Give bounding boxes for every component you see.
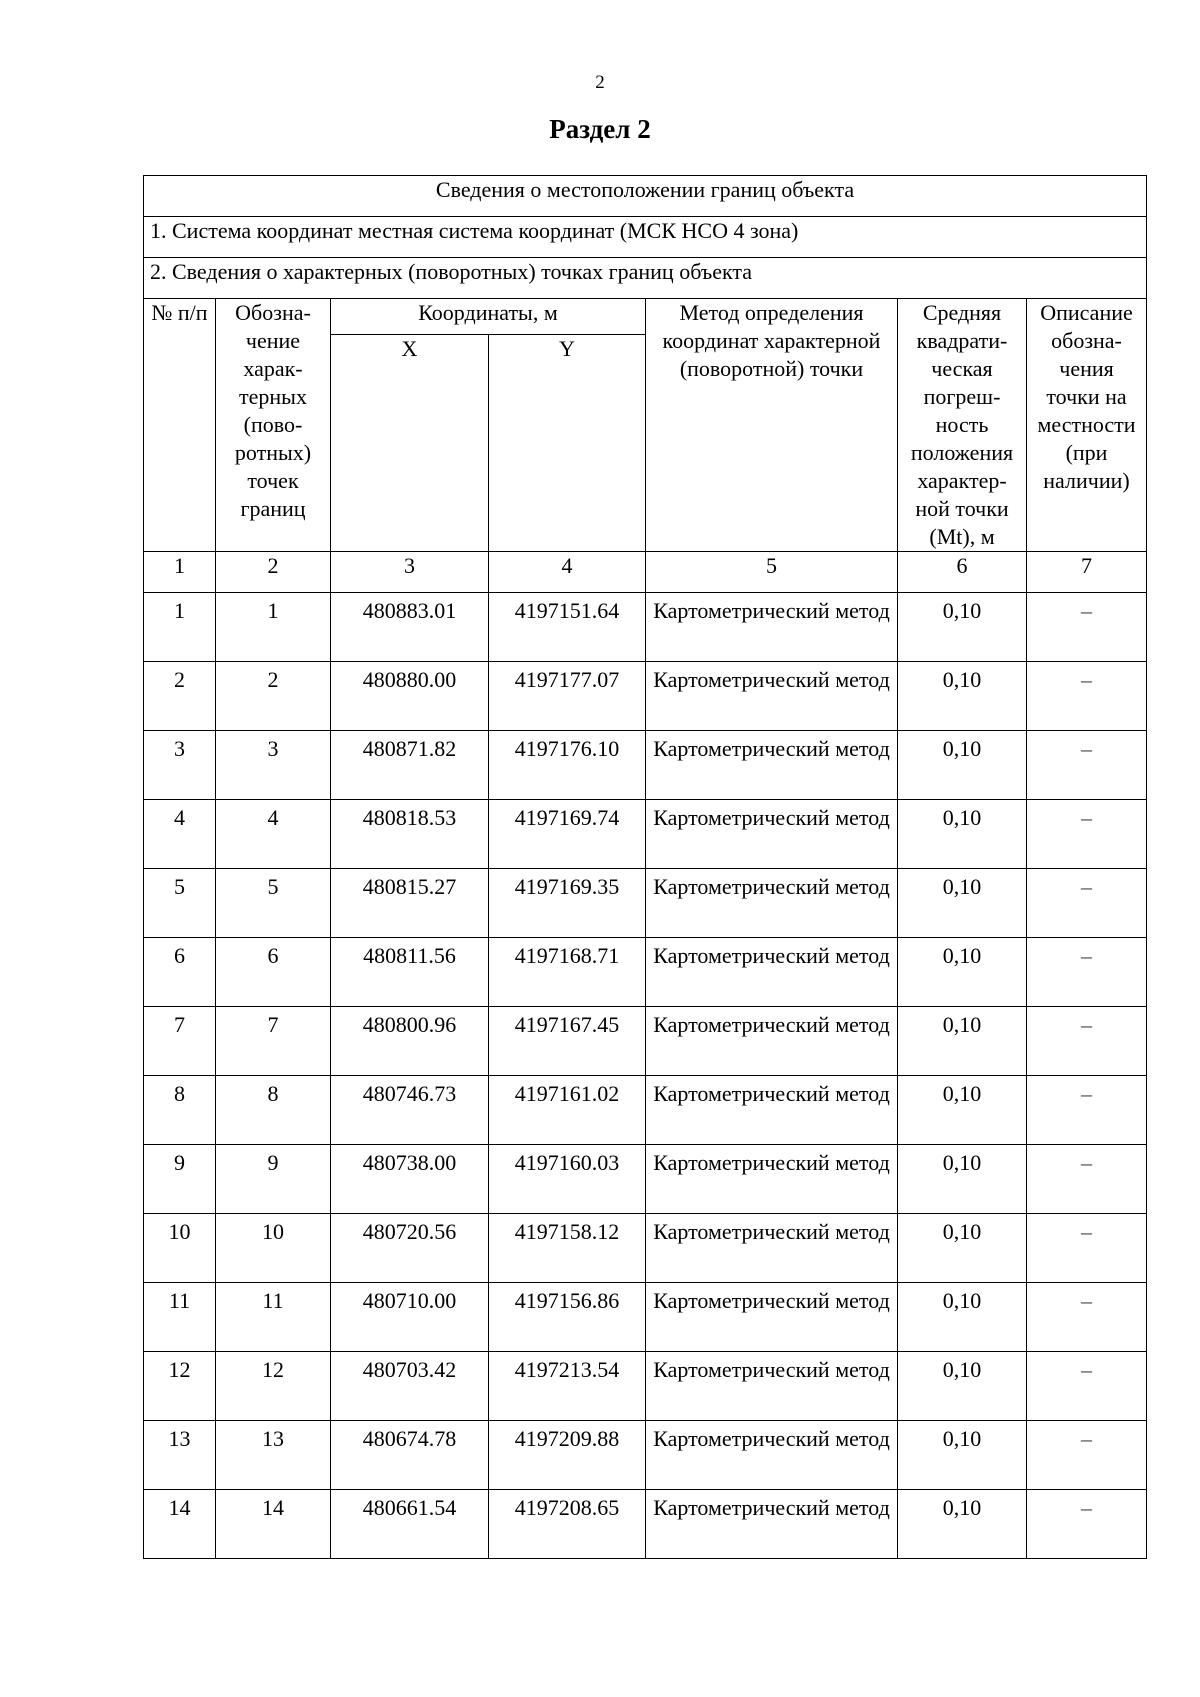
cell-num: 12 <box>144 1352 216 1421</box>
cell-method: Картометрический метод <box>646 938 898 1007</box>
cell-description: – <box>1027 1283 1147 1352</box>
cell-y: 4197160.03 <box>489 1145 646 1214</box>
cell-description: – <box>1027 1421 1147 1490</box>
cell-x: 480811.56 <box>331 938 489 1007</box>
cell-method: Картометрический метод <box>646 1214 898 1283</box>
cell-method: Картометрический метод <box>646 869 898 938</box>
cell-method: Картометрический метод <box>646 1352 898 1421</box>
table-row <box>144 1352 1147 1421</box>
cell-x: 480738.00 <box>331 1145 489 1214</box>
cell-designation: 3 <box>216 731 331 800</box>
column-number: 5 <box>646 552 898 593</box>
cell-num: 5 <box>144 869 216 938</box>
cell-method: Картометрический метод <box>646 731 898 800</box>
points-heading-row: 2. Сведения о характерных (поворотных) точках границ объекта <box>144 258 1147 299</box>
section-title: Раздел 2 <box>549 114 651 144</box>
cell-error: 0,10 <box>898 1214 1027 1283</box>
cell-x: 480880.00 <box>331 662 489 731</box>
cell-method: Картометрический метод <box>646 1145 898 1214</box>
page-number: 2 <box>595 72 605 93</box>
header-x: X <box>331 334 489 551</box>
cell-x: 480674.78 <box>331 1421 489 1490</box>
cell-y: 4197209.88 <box>489 1421 646 1490</box>
cell-description: – <box>1027 731 1147 800</box>
cell-y: 4197151.64 <box>489 593 646 662</box>
cell-description: – <box>1027 662 1147 731</box>
cell-error: 0,10 <box>898 1352 1027 1421</box>
cell-num: 6 <box>144 938 216 1007</box>
cell-designation: 10 <box>216 1214 331 1283</box>
cell-error: 0,10 <box>898 1007 1027 1076</box>
column-number: 7 <box>1027 552 1147 593</box>
cell-num: 8 <box>144 1076 216 1145</box>
cell-y: 4197158.12 <box>489 1214 646 1283</box>
cell-error: 0,10 <box>898 593 1027 662</box>
cell-designation: 9 <box>216 1145 331 1214</box>
cell-num: 2 <box>144 662 216 731</box>
column-number: 1 <box>144 552 216 593</box>
cell-designation: 8 <box>216 1076 331 1145</box>
table-row <box>144 938 1147 1007</box>
cell-y: 4197156.86 <box>489 1283 646 1352</box>
cell-designation: 6 <box>216 938 331 1007</box>
cell-y: 4197176.10 <box>489 731 646 800</box>
cell-num: 1 <box>144 593 216 662</box>
cell-error: 0,10 <box>898 1283 1027 1352</box>
header-error: Средняя квадрати-ческая погреш-ность положения характер-ной точки (Mt), м <box>898 299 1027 552</box>
cell-y: 4197161.02 <box>489 1076 646 1145</box>
cell-error: 0,10 <box>898 869 1027 938</box>
cell-method: Картометрический метод <box>646 800 898 869</box>
table-row <box>144 1490 1147 1559</box>
column-number: 4 <box>489 552 646 593</box>
cell-x: 480818.53 <box>331 800 489 869</box>
cell-x: 480661.54 <box>331 1490 489 1559</box>
cell-description: – <box>1027 800 1147 869</box>
cell-error: 0,10 <box>898 1145 1027 1214</box>
coord-system-row: 1. Система координат местная система координат (МСК НСО 4 зона) <box>144 217 1147 258</box>
cell-error: 0,10 <box>898 731 1027 800</box>
cell-y: 4197167.45 <box>489 1007 646 1076</box>
cell-error: 0,10 <box>898 938 1027 1007</box>
table-row <box>144 1283 1147 1352</box>
header-designation: Обозна-чение харак-терных (пово-ротных) точек границ <box>216 299 331 552</box>
cell-description: – <box>1027 1145 1147 1214</box>
column-number: 6 <box>898 552 1027 593</box>
cell-designation: 5 <box>216 869 331 938</box>
cell-error: 0,10 <box>898 662 1027 731</box>
column-number-row <box>144 552 1147 593</box>
cell-designation: 11 <box>216 1283 331 1352</box>
cell-designation: 14 <box>216 1490 331 1559</box>
cell-method: Картометрический метод <box>646 1076 898 1145</box>
table-row <box>144 1007 1147 1076</box>
column-number: 2 <box>216 552 331 593</box>
table-row <box>144 1421 1147 1490</box>
cell-designation: 12 <box>216 1352 331 1421</box>
header-num: № п/п <box>144 299 216 552</box>
cell-description: – <box>1027 593 1147 662</box>
table-row <box>144 662 1147 731</box>
table-row <box>144 593 1147 662</box>
table-row <box>144 869 1147 938</box>
cell-error: 0,10 <box>898 1076 1027 1145</box>
cell-designation: 7 <box>216 1007 331 1076</box>
cell-designation: 4 <box>216 800 331 869</box>
cell-y: 4197169.74 <box>489 800 646 869</box>
table-title: Сведения о местоположении границ объекта <box>144 176 1147 217</box>
cell-y: 4197213.54 <box>489 1352 646 1421</box>
cell-y: 4197169.35 <box>489 869 646 938</box>
cell-description: – <box>1027 1352 1147 1421</box>
cell-num: 11 <box>144 1283 216 1352</box>
cell-x: 480800.96 <box>331 1007 489 1076</box>
table-row <box>144 1145 1147 1214</box>
cell-error: 0,10 <box>898 1490 1027 1559</box>
cell-method: Картометрический метод <box>646 1007 898 1076</box>
cell-x: 480815.27 <box>331 869 489 938</box>
cell-description: – <box>1027 1007 1147 1076</box>
cell-x: 480720.56 <box>331 1214 489 1283</box>
table-row <box>144 800 1147 869</box>
header-description: Описание обозна-чения точки на местности (при наличии) <box>1027 299 1147 552</box>
cell-designation: 13 <box>216 1421 331 1490</box>
cell-num: 4 <box>144 800 216 869</box>
cell-description: – <box>1027 1076 1147 1145</box>
boundary-points-table <box>143 175 1147 1559</box>
cell-description: – <box>1027 938 1147 1007</box>
table-row <box>144 1076 1147 1145</box>
table-row <box>144 1214 1147 1283</box>
header-coords: Координаты, м <box>331 299 646 335</box>
cell-num: 13 <box>144 1421 216 1490</box>
cell-x: 480703.42 <box>331 1352 489 1421</box>
cell-num: 9 <box>144 1145 216 1214</box>
cell-y: 4197177.07 <box>489 662 646 731</box>
cell-method: Картометрический метод <box>646 1421 898 1490</box>
cell-num: 14 <box>144 1490 216 1559</box>
cell-x: 480871.82 <box>331 731 489 800</box>
header-y: Y <box>489 334 646 551</box>
cell-description: – <box>1027 869 1147 938</box>
cell-num: 10 <box>144 1214 216 1283</box>
cell-error: 0,10 <box>898 1421 1027 1490</box>
cell-method: Картометрический метод <box>646 593 898 662</box>
cell-designation: 2 <box>216 662 331 731</box>
cell-description: – <box>1027 1214 1147 1283</box>
cell-x: 480710.00 <box>331 1283 489 1352</box>
header-method: Метод определения координат характерной (поворотной) точки <box>646 299 898 552</box>
cell-error: 0,10 <box>898 800 1027 869</box>
cell-x: 480746.73 <box>331 1076 489 1145</box>
cell-method: Картометрический метод <box>646 1490 898 1559</box>
cell-num: 7 <box>144 1007 216 1076</box>
column-number: 3 <box>331 552 489 593</box>
table-row <box>144 731 1147 800</box>
cell-method: Картометрический метод <box>646 1283 898 1352</box>
cell-designation: 1 <box>216 593 331 662</box>
cell-method: Картометрический метод <box>646 662 898 731</box>
cell-description: – <box>1027 1490 1147 1559</box>
cell-y: 4197168.71 <box>489 938 646 1007</box>
cell-y: 4197208.65 <box>489 1490 646 1559</box>
cell-num: 3 <box>144 731 216 800</box>
cell-x: 480883.01 <box>331 593 489 662</box>
